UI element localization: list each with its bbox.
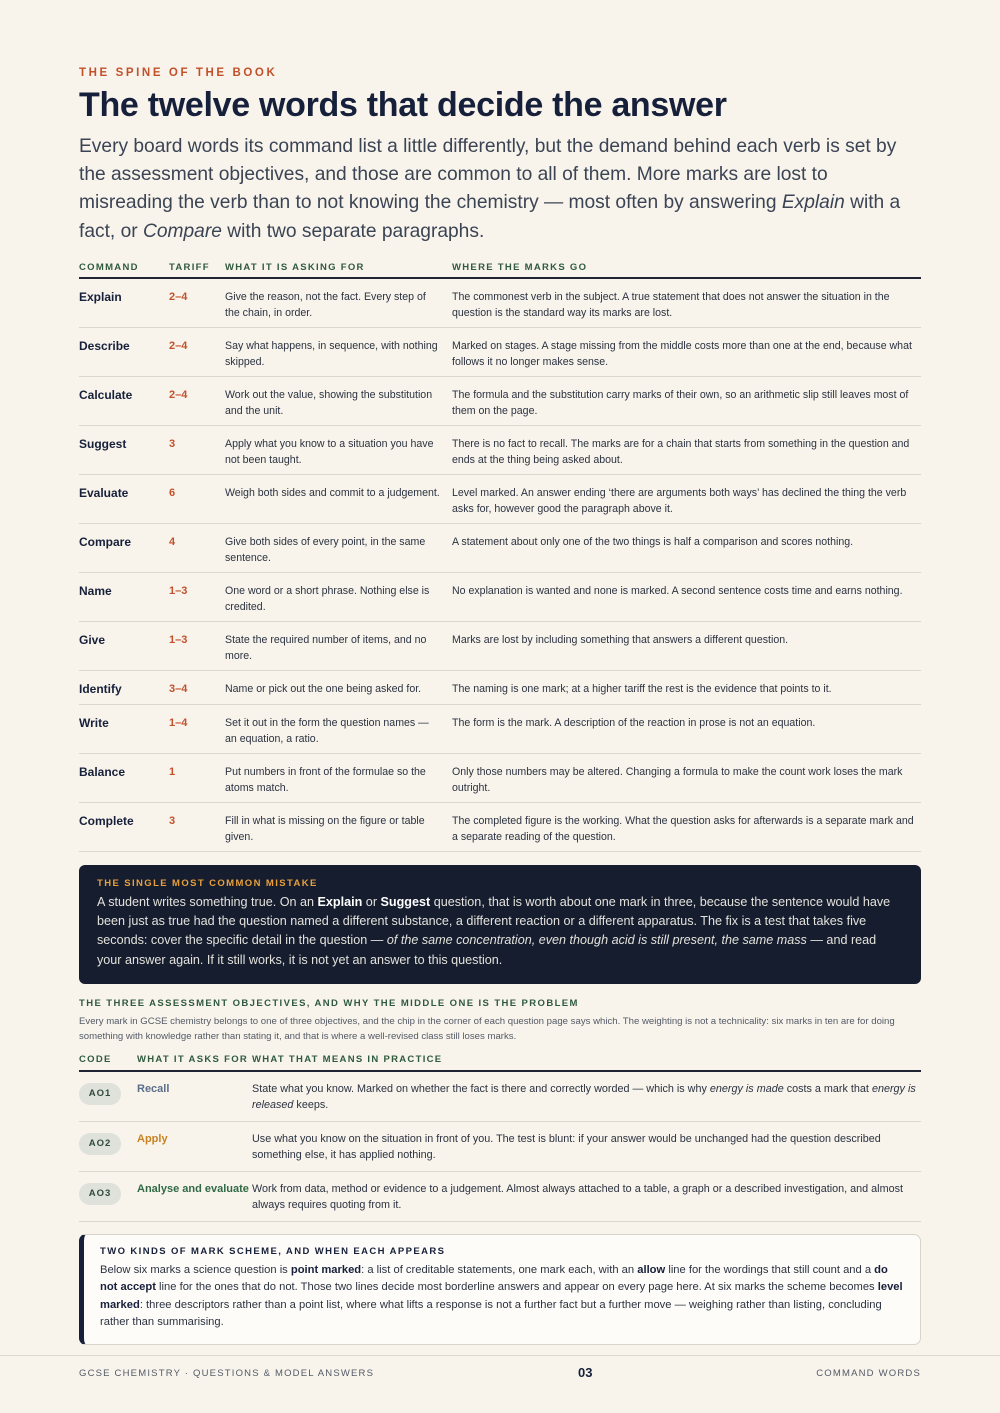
objectives-intro: Every mark in GCSE chemistry belongs to one of three objectives, and the chip in the corner of each question page says which. The weighting is not a technicality: six marks in ten are for doing something with knowledge rather than stating it, and that is where a well-revised class still loses marks. xyxy=(79,1016,895,1043)
objective-code-chip: AO2 xyxy=(79,1133,121,1155)
footer-book-title: GCSE CHEMISTRY · QUESTIONS & MODEL ANSWERS xyxy=(79,1368,375,1379)
command-tariff: 1 xyxy=(169,766,176,778)
command-asks: State the required number of items, and no more. xyxy=(225,634,427,663)
callout-body: A student writes something true. On an Explain or Suggest question, that is worth about one mark in three, because the sentence would have been just as true had the question named a different substance, a different reaction or a different apparatus. The fix is a test that takes five seconds: cover the specific detail in the question — of the same concentration, even though acid is still present, the same mass — and read your answer again. If it still works, it is not yet an answer to this question. xyxy=(97,895,891,967)
command-tariff: 2–4 xyxy=(169,291,188,303)
command-name: Describe xyxy=(79,339,130,353)
command-name: Complete xyxy=(79,814,134,828)
col-header-asks-for: WHAT IT ASKS FOR xyxy=(137,1053,249,1065)
command-row xyxy=(79,475,921,524)
command-asks: Name or pick out the one being asked for. xyxy=(225,683,422,695)
objective-row xyxy=(79,1122,921,1172)
command-row xyxy=(79,426,921,475)
command-asks: Put numbers in front of the formulae so the atoms match. xyxy=(225,766,426,795)
command-name: Write xyxy=(79,716,109,730)
command-name: Evaluate xyxy=(79,486,129,500)
objective-description: State what you know. Marked on whether the fact is there and correctly worded — which is why energy is made costs a mark that energy is released keeps. xyxy=(252,1083,916,1112)
command-marks: The form is the mark. A description of the reaction in prose is not an equation. xyxy=(452,717,816,729)
section-kicker: THE SPINE OF THE BOOK xyxy=(79,67,278,79)
command-tariff: 3 xyxy=(169,815,176,827)
objectives-table xyxy=(79,1048,921,1222)
objective-code-chip: AO1 xyxy=(79,1083,121,1105)
callout-kicker: THE SINGLE MOST COMMON MISTAKE xyxy=(97,878,318,889)
objective-code-chip: AO3 xyxy=(79,1183,121,1205)
command-table xyxy=(79,257,921,852)
objective-name: Analyse and evaluate xyxy=(137,1183,249,1195)
command-row xyxy=(79,754,921,803)
command-marks: Marks are lost by including something that answers a different question. xyxy=(452,634,789,646)
command-name: Balance xyxy=(79,765,126,779)
command-name: Explain xyxy=(79,290,122,304)
command-tariff: 3 xyxy=(169,438,176,450)
command-asks: Give the reason, not the fact. Every step of the chain, in order. xyxy=(225,291,426,320)
objective-description: Use what you know on the situation in front of you. The test is blunt: if your answer would be unchanged had the question described something else, it has applied nothing. xyxy=(252,1133,881,1162)
command-marks: Only those numbers may be altered. Changing a formula to make the count work loses the mark outright. xyxy=(452,766,903,795)
command-name: Calculate xyxy=(79,388,133,402)
col-header-command: COMMAND xyxy=(79,261,139,273)
command-row xyxy=(79,671,921,705)
command-asks: Weigh both sides and commit to a judgement. xyxy=(225,487,440,499)
command-marks: The completed figure is the working. What the question asks for afterwards is a separate mark and a separate reading of the question. xyxy=(452,815,914,844)
footer-divider xyxy=(0,1355,1000,1356)
schemes-kicker: TWO KINDS OF MARK SCHEME, AND WHEN EACH APPEARS xyxy=(100,1246,446,1257)
command-row xyxy=(79,524,921,573)
command-marks: The commonest verb in the subject. A true statement that does not answer the situation in the question is the standard way its marks are lost. xyxy=(452,291,890,320)
lede-paragraph: Every board words its command list a little differently, but the demand behind each verb is set by the assessment objectives, and those are common to all of them. More marks are lost to misreading the verb than to not knowing the chemistry — most often by answering Explain with a fact, or Compare with two separate paragraphs. xyxy=(79,136,901,242)
command-row xyxy=(79,705,921,754)
objective-code-cell xyxy=(79,1131,137,1155)
schemes-body: Below six marks a science question is point marked: a list of creditable statements, one mark each, with an allow line for the wordings that still count and a do not accept line for the ones that do not. Those two lines decide most borderline answers and appear on every page here. At six marks the scheme becomes level marked: three descriptors rather than a point list, where what lifts a response is not a further fact but a further move — weighing rather than listing, concluding rather than summarising. xyxy=(100,1264,903,1328)
command-row xyxy=(79,622,921,671)
command-name: Compare xyxy=(79,535,132,549)
objective-name: Recall xyxy=(137,1083,170,1095)
footer-section-name: COMMAND WORDS xyxy=(816,1368,921,1379)
command-marks: The naming is one mark; at a higher tariff the rest is the evidence that points to it. xyxy=(452,683,832,695)
objective-description: Work from data, method or evidence to a judgement. Almost always attached to a table, a graph or a described investigation, and almost always requires quoting from it. xyxy=(252,1183,903,1212)
command-tariff: 1–4 xyxy=(169,717,188,729)
command-name: Give xyxy=(79,633,106,647)
command-tariff: 3–4 xyxy=(169,683,188,695)
command-table-header xyxy=(79,257,921,279)
objective-row xyxy=(79,1172,921,1222)
command-marks: No explanation is wanted and none is marked. A second sentence costs time and earns nothing. xyxy=(452,585,903,597)
command-tariff: 6 xyxy=(169,487,176,499)
command-tariff: 4 xyxy=(169,536,176,548)
common-mistake-callout xyxy=(79,865,921,984)
col-header-marks: WHERE THE MARKS GO xyxy=(452,261,588,273)
command-tariff: 2–4 xyxy=(169,340,188,352)
objective-code-cell xyxy=(79,1181,137,1205)
command-tariff: 1–3 xyxy=(169,585,188,597)
command-marks: Level marked. An answer ending ‘there are arguments both ways’ has declined the thing the verb asks for, however good the paragraph above it. xyxy=(452,487,907,516)
command-tariff: 1–3 xyxy=(169,634,188,646)
page-number: 03 xyxy=(578,1365,593,1380)
col-header-practice: WHAT THAT MEANS IN PRACTICE xyxy=(252,1053,443,1065)
objectives-kicker: THE THREE ASSESSMENT OBJECTIVES, AND WHY THE MIDDLE ONE IS THE PROBLEM xyxy=(79,998,579,1009)
command-row xyxy=(79,573,921,622)
objective-name: Apply xyxy=(137,1133,168,1145)
command-marks: Marked on stages. A stage missing from the middle costs more than one at the end, because what follows it no longer makes sense. xyxy=(452,340,912,369)
command-asks: Work out the value, showing the substitution and the unit. xyxy=(225,389,433,418)
command-asks: Fill in what is missing on the figure or table given. xyxy=(225,815,425,844)
command-asks: Set it out in the form the question names — an equation, a ratio. xyxy=(225,717,429,746)
command-row xyxy=(79,803,921,852)
command-name: Suggest xyxy=(79,437,127,451)
command-asks: One word or a short phrase. Nothing else is credited. xyxy=(225,585,430,614)
command-marks: There is no fact to recall. The marks are for a chain that starts from something in the question and ends at the thing being asked about. xyxy=(452,438,910,467)
objective-row xyxy=(79,1072,921,1122)
command-marks: A statement about only one of the two things is half a comparison and scores nothing. xyxy=(452,536,854,548)
command-asks: Apply what you know to a situation you have not been taught. xyxy=(225,438,434,467)
command-row xyxy=(79,377,921,426)
objective-code-cell xyxy=(79,1081,137,1105)
command-row xyxy=(79,279,921,328)
col-header-tariff: TARIFF xyxy=(169,261,210,273)
col-header-code: CODE xyxy=(79,1053,112,1065)
command-marks: The formula and the substitution carry marks of their own, so an arithmetic slip still leaves most of them on the page. xyxy=(452,389,909,418)
command-name: Name xyxy=(79,584,112,598)
objectives-table-header xyxy=(79,1048,921,1072)
command-asks: Give both sides of every point, in the same sentence. xyxy=(225,536,426,565)
page-title: The twelve words that decide the answer xyxy=(79,86,727,124)
command-asks: Say what happens, in sequence, with nothing skipped. xyxy=(225,340,438,369)
command-row xyxy=(79,328,921,377)
mark-schemes-box xyxy=(79,1234,921,1345)
col-header-asking: WHAT IT IS ASKING FOR xyxy=(225,261,365,273)
command-name: Identify xyxy=(79,682,122,696)
command-tariff: 2–4 xyxy=(169,389,188,401)
